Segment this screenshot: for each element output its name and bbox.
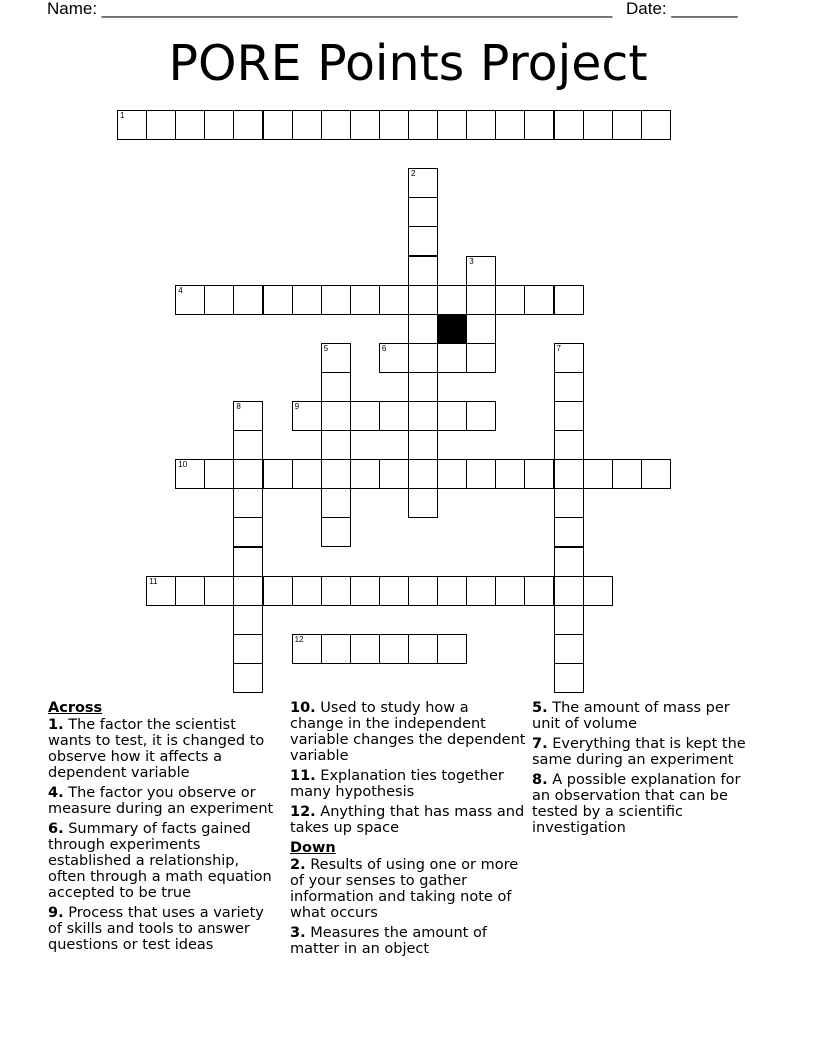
crossword-cell[interactable] bbox=[350, 459, 380, 489]
crossword-cell[interactable] bbox=[641, 110, 671, 140]
crossword-cell[interactable] bbox=[554, 634, 584, 664]
clue-number: 12. bbox=[290, 804, 316, 820]
crossword-cell[interactable] bbox=[554, 285, 584, 315]
crossword-cell[interactable] bbox=[233, 459, 263, 489]
crossword-cell[interactable] bbox=[204, 459, 234, 489]
across-clue-11 bbox=[290, 768, 526, 800]
crossword-cell[interactable] bbox=[175, 285, 205, 315]
crossword-cell[interactable] bbox=[554, 343, 584, 373]
crossword-cell[interactable] bbox=[292, 401, 322, 431]
crossword-cell[interactable] bbox=[233, 430, 263, 460]
crossword-cell[interactable] bbox=[437, 285, 467, 315]
crossword-cell[interactable] bbox=[233, 488, 263, 518]
crossword-block-cell bbox=[437, 314, 467, 344]
crossword-cell[interactable] bbox=[321, 110, 351, 140]
crossword-cell[interactable] bbox=[408, 634, 438, 664]
crossword-cell[interactable] bbox=[466, 576, 496, 606]
page-title: PORE Points Project bbox=[168, 35, 648, 92]
crossword-cell[interactable] bbox=[408, 488, 438, 518]
crossword-cell[interactable] bbox=[495, 110, 525, 140]
crossword-cell[interactable] bbox=[466, 285, 496, 315]
crossword-cell[interactable] bbox=[117, 110, 147, 140]
across-heading: Across bbox=[48, 700, 103, 716]
down-clue-2 bbox=[290, 857, 526, 921]
crossword-cell[interactable] bbox=[583, 459, 613, 489]
crossword-cell[interactable] bbox=[554, 110, 584, 140]
crossword-cell[interactable] bbox=[292, 110, 322, 140]
clue-number: 10. bbox=[290, 700, 316, 716]
cell-number: 11 bbox=[149, 576, 158, 586]
crossword-cell[interactable] bbox=[233, 576, 263, 606]
crossword-cell[interactable] bbox=[321, 372, 351, 402]
crossword-cell[interactable] bbox=[495, 285, 525, 315]
cell-number: 2 bbox=[411, 169, 416, 179]
across-clue-6 bbox=[48, 821, 280, 901]
crossword-cell[interactable] bbox=[263, 285, 293, 315]
crossword-cell[interactable] bbox=[233, 663, 263, 693]
date-field: Date: _______ bbox=[626, 0, 738, 18]
clue-text: Anything that has mass and takes up space bbox=[290, 804, 525, 836]
crossword-cell[interactable] bbox=[379, 634, 409, 664]
crossword-cell[interactable] bbox=[466, 401, 496, 431]
crossword-cell[interactable] bbox=[554, 547, 584, 577]
crossword-cell[interactable] bbox=[408, 430, 438, 460]
crossword-cell[interactable] bbox=[437, 401, 467, 431]
crossword-cell[interactable] bbox=[408, 197, 438, 227]
crossword-cell[interactable] bbox=[350, 285, 380, 315]
crossword-cell[interactable] bbox=[321, 517, 351, 547]
clue-text: The factor you observe or measure during an experiment bbox=[48, 785, 274, 817]
across-clue-10 bbox=[290, 700, 526, 764]
crossword-cell[interactable] bbox=[554, 430, 584, 460]
crossword-cell[interactable] bbox=[292, 459, 322, 489]
clue-number: 9. bbox=[48, 905, 64, 921]
clues-column-1 bbox=[48, 700, 280, 957]
crossword-cell[interactable] bbox=[554, 459, 584, 489]
crossword-cell[interactable] bbox=[408, 110, 438, 140]
clue-text: Explanation ties together many hypothesis bbox=[290, 768, 504, 800]
crossword-cell[interactable] bbox=[146, 110, 176, 140]
crossword-cell[interactable] bbox=[583, 576, 613, 606]
clue-number: 2. bbox=[290, 857, 306, 873]
crossword-cell[interactable] bbox=[466, 110, 496, 140]
crossword-cell[interactable] bbox=[321, 459, 351, 489]
crossword-cell[interactable] bbox=[524, 110, 554, 140]
cell-number: 1 bbox=[120, 111, 125, 120]
across-clue-1 bbox=[48, 717, 280, 781]
crossword-cell[interactable] bbox=[321, 285, 351, 315]
cell-number: 3 bbox=[469, 256, 474, 266]
clues-column-3 bbox=[532, 700, 762, 840]
down-clue-3 bbox=[290, 925, 526, 957]
clue-number: 1. bbox=[48, 717, 64, 733]
clue-text: Results of using one or more of your senses to gather information and taking note of what occurs bbox=[290, 857, 519, 921]
crossword-cell[interactable] bbox=[554, 517, 584, 547]
crossword-cell[interactable] bbox=[408, 401, 438, 431]
clue-number: 5. bbox=[532, 700, 548, 716]
down-clue-7 bbox=[532, 736, 762, 768]
crossword-cell[interactable] bbox=[263, 459, 293, 489]
crossword-cell[interactable] bbox=[321, 488, 351, 518]
clue-text: The factor the scientist wants to test, it is changed to observe how it affects a dependent variable bbox=[48, 717, 265, 781]
crossword-cell[interactable] bbox=[554, 576, 584, 606]
across-clue-4 bbox=[48, 785, 280, 817]
crossword-cell[interactable] bbox=[292, 634, 322, 664]
crossword-cell[interactable] bbox=[292, 576, 322, 606]
crossword-cell[interactable] bbox=[321, 430, 351, 460]
crossword-cell[interactable] bbox=[233, 605, 263, 635]
down-heading: Down bbox=[290, 840, 336, 856]
crossword-cell[interactable] bbox=[408, 256, 438, 286]
crossword-cell[interactable] bbox=[379, 401, 409, 431]
crossword-cell[interactable] bbox=[321, 576, 351, 606]
crossword-cell[interactable] bbox=[204, 576, 234, 606]
crossword-cell[interactable] bbox=[554, 605, 584, 635]
crossword-cell[interactable] bbox=[408, 226, 438, 256]
crossword-cell[interactable] bbox=[233, 110, 263, 140]
crossword-cell[interactable] bbox=[379, 459, 409, 489]
crossword-cell[interactable] bbox=[263, 110, 293, 140]
crossword-cell[interactable] bbox=[554, 488, 584, 518]
cell-number: 8 bbox=[236, 402, 241, 411]
crossword-cell[interactable] bbox=[263, 576, 293, 606]
clue-number: 4. bbox=[48, 785, 64, 801]
crossword-cell[interactable] bbox=[612, 459, 642, 489]
cell-number: 9 bbox=[294, 402, 300, 411]
crossword-cell[interactable] bbox=[524, 459, 554, 489]
clue-number: 8. bbox=[532, 772, 548, 788]
cell-number: 12 bbox=[294, 634, 304, 644]
crossword-cell[interactable] bbox=[321, 634, 351, 664]
crossword-cell[interactable] bbox=[350, 576, 380, 606]
crossword-cell[interactable] bbox=[437, 343, 467, 373]
crossword-cell[interactable] bbox=[379, 576, 409, 606]
down-clue-5 bbox=[532, 700, 762, 732]
crossword-cell[interactable] bbox=[233, 285, 263, 315]
crossword-cell[interactable] bbox=[437, 110, 467, 140]
clue-text: Measures the amount of matter in an object bbox=[290, 925, 487, 957]
clue-text: Everything that is kept the same during an experiment bbox=[532, 736, 746, 768]
crossword-cell[interactable] bbox=[204, 110, 234, 140]
crossword-cell[interactable] bbox=[437, 634, 467, 664]
crossword-cell[interactable] bbox=[554, 401, 584, 431]
crossword-cell[interactable] bbox=[408, 372, 438, 402]
crossword-cell[interactable] bbox=[233, 634, 263, 664]
crossword-cell[interactable] bbox=[466, 256, 496, 286]
cell-number: 4 bbox=[178, 285, 183, 295]
crossword-cell[interactable] bbox=[175, 576, 205, 606]
crossword-cell[interactable] bbox=[175, 459, 205, 489]
cell-number: 7 bbox=[556, 343, 561, 353]
crossword-cell[interactable] bbox=[321, 401, 351, 431]
crossword-cell[interactable] bbox=[583, 110, 613, 140]
name-field: Name: ______________________________________________________ bbox=[47, 0, 613, 18]
crossword-cell[interactable] bbox=[466, 314, 496, 344]
crossword-cell[interactable] bbox=[408, 314, 438, 344]
crossword-cell[interactable] bbox=[233, 517, 263, 547]
crossword-cell[interactable] bbox=[524, 576, 554, 606]
cell-number: 6 bbox=[381, 343, 387, 353]
crossword-cell[interactable] bbox=[408, 285, 438, 315]
crossword-cell[interactable] bbox=[408, 576, 438, 606]
crossword-cell[interactable] bbox=[495, 576, 525, 606]
crossword-cell[interactable] bbox=[466, 459, 496, 489]
crossword-cell[interactable] bbox=[408, 343, 438, 373]
crossword-cell[interactable] bbox=[466, 343, 496, 373]
clue-text: A possible explanation for an observation that can be tested by a scientific investigation bbox=[532, 772, 741, 836]
cell-number: 10 bbox=[178, 460, 188, 470]
clue-text: Process that uses a variety of skills and tools to answer questions or test ideas bbox=[48, 905, 264, 953]
crossword-cell[interactable] bbox=[292, 285, 322, 315]
crossword-cell[interactable] bbox=[379, 285, 409, 315]
clue-text: Summary of facts gained through experiments established a relationship, often through a math equation accepted to be true bbox=[48, 821, 272, 901]
crossword-cell[interactable] bbox=[495, 459, 525, 489]
crossword-cell[interactable] bbox=[408, 168, 438, 198]
crossword-cell[interactable] bbox=[233, 401, 263, 431]
crossword-cell[interactable] bbox=[379, 110, 409, 140]
crossword-cell[interactable] bbox=[350, 110, 380, 140]
clue-number: 3. bbox=[290, 925, 306, 941]
across-clue-12 bbox=[290, 804, 526, 836]
crossword-cell[interactable] bbox=[175, 110, 205, 140]
crossword-cell[interactable] bbox=[379, 343, 409, 373]
crossword-cell[interactable] bbox=[641, 459, 671, 489]
crossword-cell[interactable] bbox=[554, 372, 584, 402]
crossword-cell[interactable] bbox=[204, 285, 234, 315]
crossword-cell[interactable] bbox=[350, 634, 380, 664]
crossword-cell[interactable] bbox=[350, 401, 380, 431]
clues-column-2 bbox=[290, 700, 526, 961]
crossword-cell[interactable] bbox=[233, 547, 263, 577]
down-clue-8 bbox=[532, 772, 762, 836]
clue-text: The amount of mass per unit of volume bbox=[532, 700, 730, 732]
cell-number: 5 bbox=[323, 343, 329, 353]
crossword-cell[interactable] bbox=[554, 663, 584, 693]
across-clue-9 bbox=[48, 905, 280, 953]
clue-number: 11. bbox=[290, 768, 316, 784]
clue-text: Used to study how a change in the independent variable changes the dependent variable bbox=[290, 700, 526, 764]
crossword-cell[interactable] bbox=[437, 576, 467, 606]
crossword-cell[interactable] bbox=[321, 343, 351, 373]
clue-number: 7. bbox=[532, 736, 548, 752]
crossword-cell[interactable] bbox=[408, 459, 438, 489]
crossword-cell[interactable] bbox=[146, 576, 176, 606]
crossword-cell[interactable] bbox=[524, 285, 554, 315]
crossword-cell[interactable] bbox=[612, 110, 642, 140]
clue-number: 6. bbox=[48, 821, 64, 837]
crossword-cell[interactable] bbox=[437, 459, 467, 489]
